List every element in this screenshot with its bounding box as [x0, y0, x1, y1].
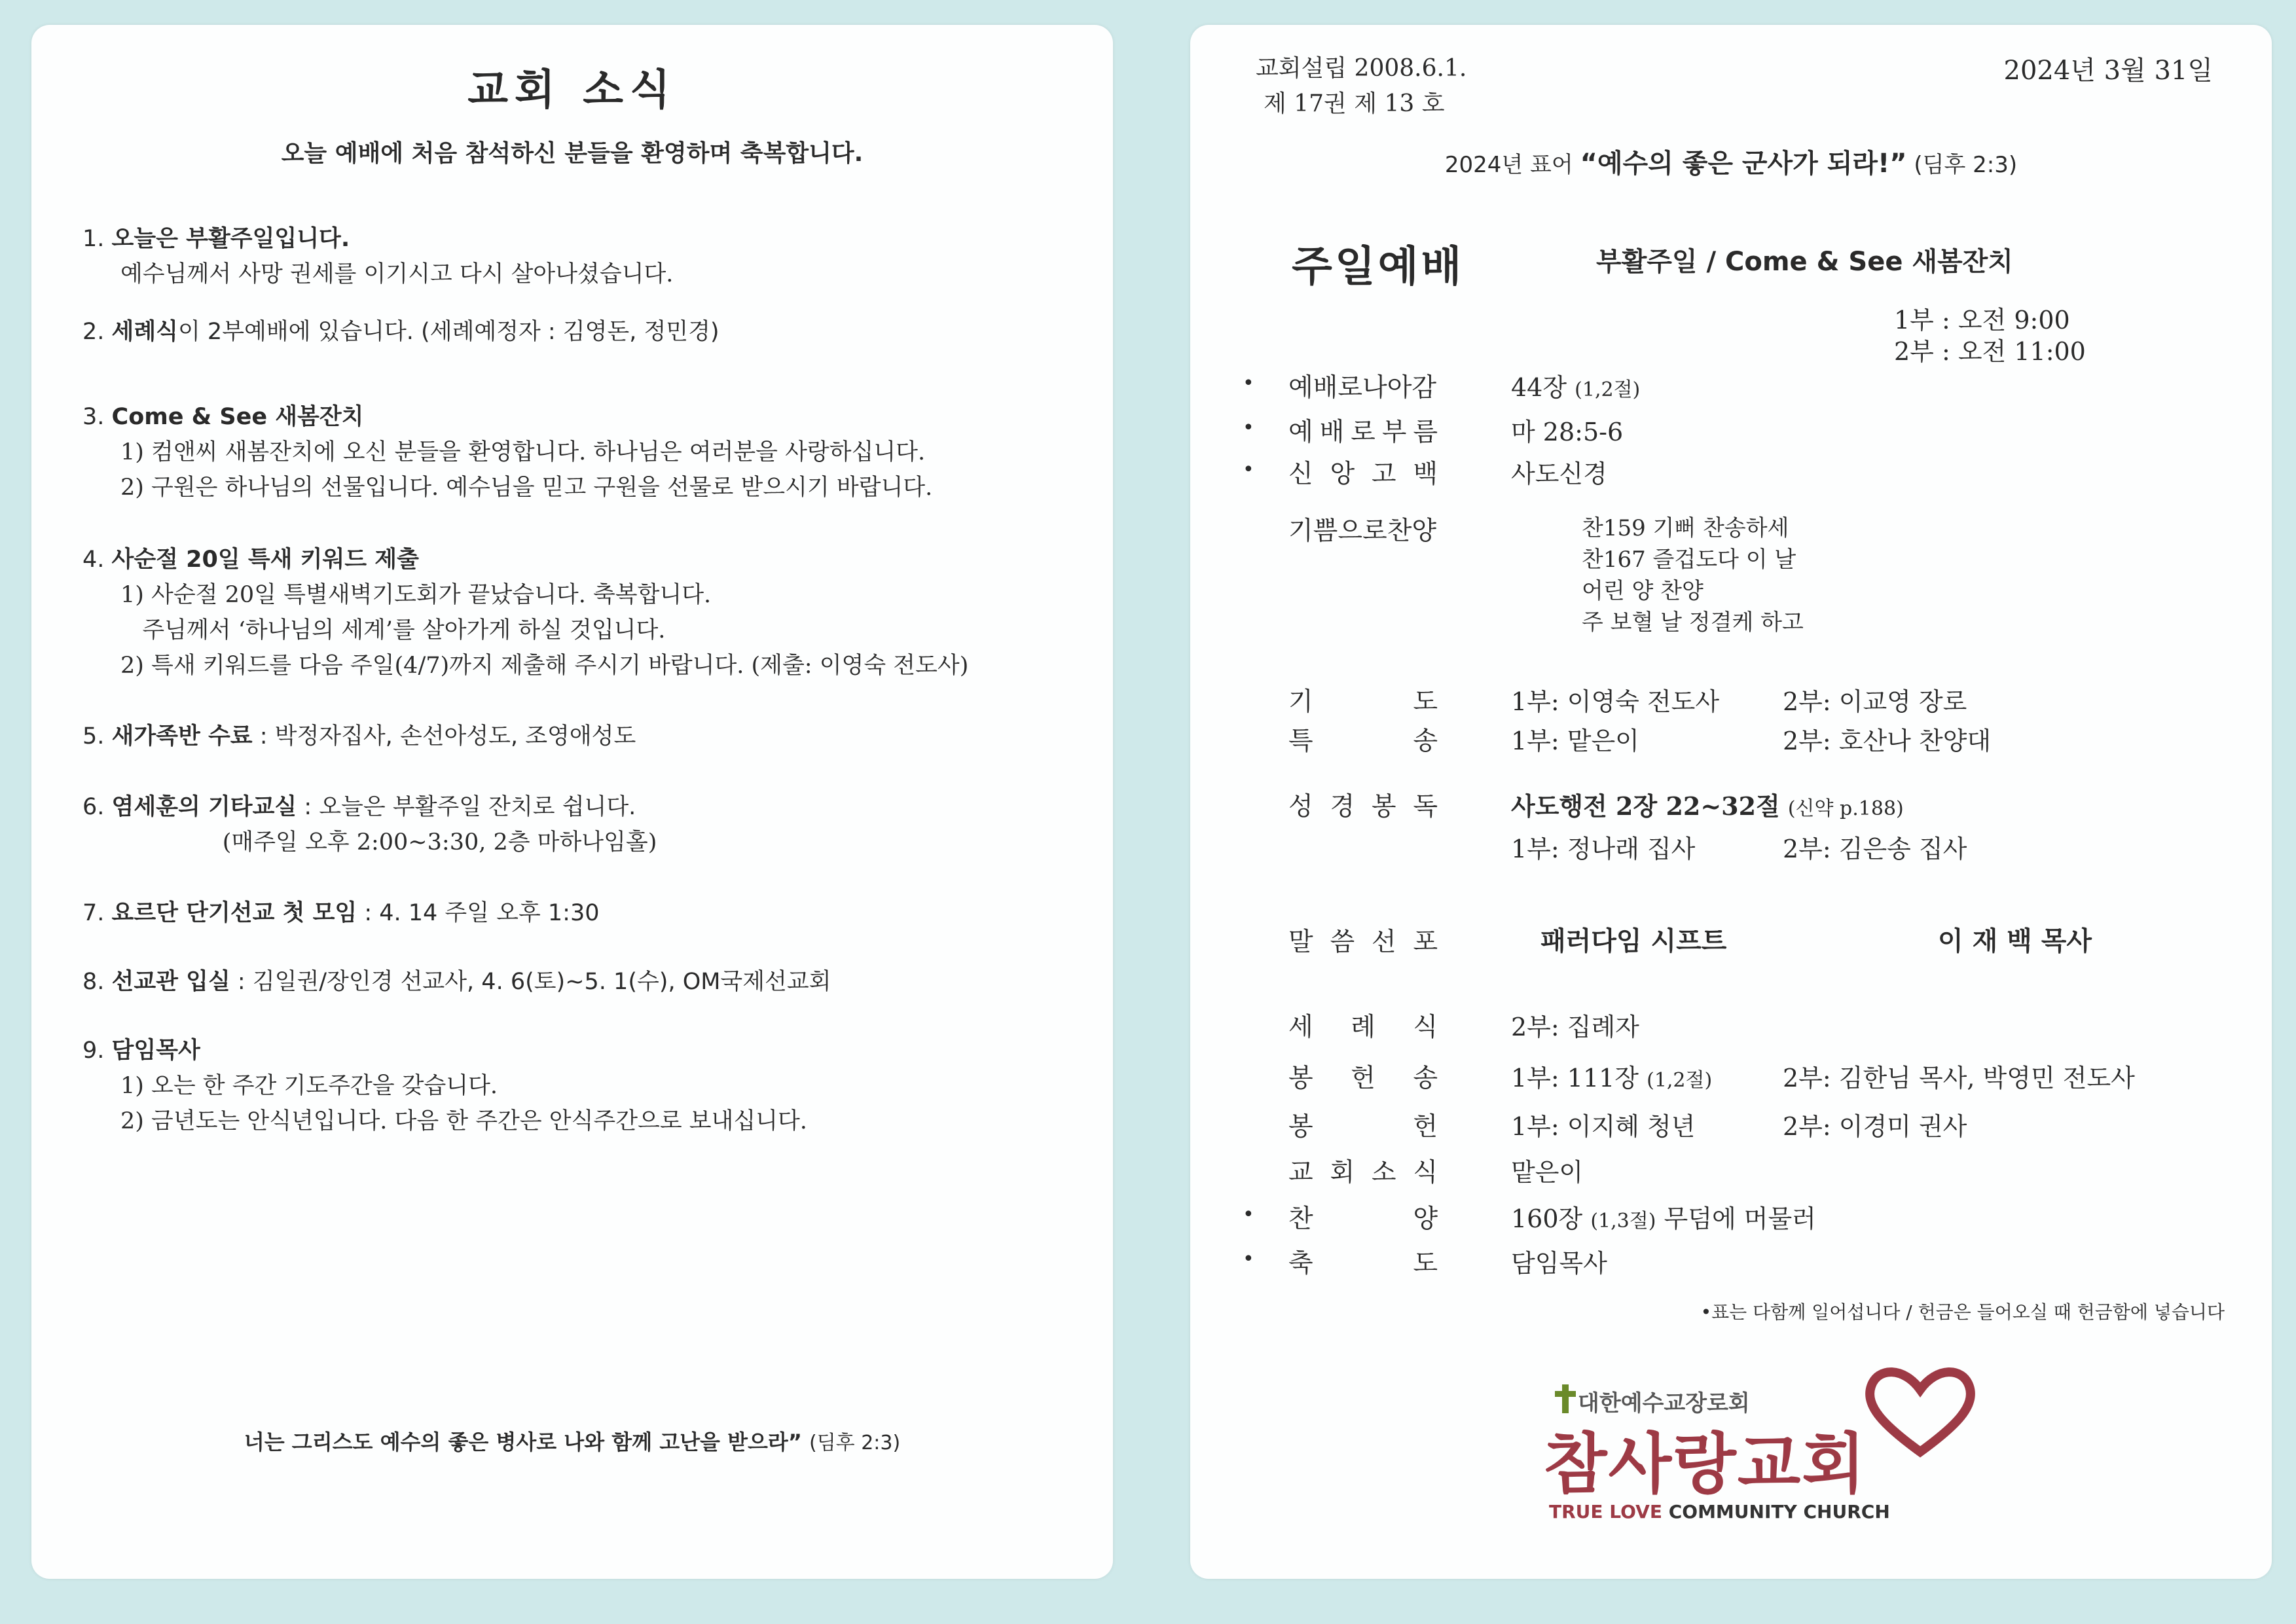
order-value-2: 2부: 이교영 장로 [1783, 687, 1967, 716]
standing-bullet: • [1243, 372, 1254, 395]
news-item-title: 세례식 [111, 319, 178, 345]
news-item-detail: : 4. 14 주일 오후 1:30 [357, 900, 600, 926]
order-name-text: 말 씀 선 포 [1288, 928, 1438, 957]
news-item-title: 요르단 단기선교 첫 모임 [111, 900, 357, 926]
order-value: 맡은이 [1511, 1158, 1584, 1187]
news-item-detail: : 오늘은 부활주일 잔치로 쉽니다. [297, 794, 636, 820]
year-motto [1190, 143, 2272, 180]
standing-bullet: • [1243, 458, 1254, 481]
order-name [1288, 1152, 1438, 1189]
order-value-2: 2부: 이경미 권사 [1783, 1112, 1967, 1141]
news-item [82, 895, 600, 931]
service-time-1: 1부 : 오전 9:00 [1894, 306, 2070, 334]
news-item-heading [82, 895, 600, 931]
welcome-message: 오늘 예배에 처음 참석하신 분들을 환영하며 축복합니다. [281, 140, 864, 167]
order-name-text: 신 앙 고 백 [1288, 460, 1438, 489]
church-en-part-2: COMMUNITY CHURCH [1662, 1501, 1890, 1523]
order-value [1511, 1199, 1816, 1235]
praise-song: 찬167 즐겁도다 이 날 [1582, 547, 1796, 573]
order-name [1288, 1243, 1438, 1280]
news-item-line: (매주일 오후 2:00~3:30, 2층 마하나임홀) [120, 829, 657, 856]
order-name [1288, 367, 1436, 404]
news-item-number: 4. [82, 547, 105, 573]
news-item-title: 새가족반 수료 [111, 723, 253, 749]
order-name [1288, 1199, 1438, 1235]
order-value: 사도신경 [1511, 460, 1607, 488]
order-value-2: 2부: 김한님 목사, 박영민 전도사 [1783, 1064, 2135, 1092]
news-item-line: 1) 컴앤씨 새봄잔치에 오신 분들을 환영합니다. 하나님은 여러분을 사랑하십니다. [120, 439, 926, 465]
news-item-detail: 이 2부예배에 있습니다. (세례예정자 : 김영돈, 정민경) [177, 319, 720, 345]
order-value: 2부: 집례자 [1511, 1013, 1639, 1041]
praise-song: 어린 양 찬양 [1582, 578, 1704, 604]
service-time-2: 2부 : 오전 11:00 [1894, 337, 2086, 366]
praise-song: 찬159 기뻐 찬송하세 [1582, 515, 1789, 541]
bulletin-cover-page [1190, 25, 2272, 1579]
bottom-verse [31, 1426, 1113, 1456]
news-item-number: 1. [82, 226, 105, 252]
news-item-line: 2) 금년도는 안식년입니다. 다음 한 주간은 안식주간으로 보내십니다. [120, 1108, 807, 1134]
verse-note: (1,2절) [1575, 378, 1641, 401]
sermon-title: 패러다임 시프트 [1540, 926, 1727, 956]
order-value-1: 1부: 맡은이 [1511, 727, 1639, 755]
news-item [82, 221, 673, 292]
order-name [1288, 1007, 1438, 1043]
news-item-title: 염세훈의 기타교실 [111, 794, 297, 820]
order-name-text: 봉 헌 [1288, 1112, 1438, 1142]
news-item [82, 719, 636, 754]
page-title: 교회 소식 [467, 66, 677, 115]
hymn-number: 44장 [1511, 373, 1567, 402]
verse-note: (1,3절) [1590, 1210, 1656, 1233]
motto-prefix: 2024년 표어 [1444, 152, 1573, 178]
news-item-number: 6. [82, 794, 105, 820]
news-item-heading [82, 314, 720, 350]
news-item [82, 399, 932, 505]
news-item-heading [82, 964, 831, 1000]
church-english-name [1549, 1501, 1890, 1523]
order-value-2: 2부: 김은송 집사 [1783, 835, 1967, 863]
news-item-number: 2. [82, 319, 105, 345]
bulletin-date: 2024년 3월 31일 [2003, 56, 2213, 86]
order-value: 담임목사 [1511, 1249, 1607, 1278]
preacher-name: 이 재 백 목사 [1938, 926, 2092, 956]
news-item-line: 1) 사순절 20일 특별새벽기도회가 끝났습니다. 축복합니다. [120, 582, 712, 608]
order-value-1: 1부: 이지혜 청년 [1511, 1112, 1696, 1141]
order-name-text: 기쁨으로찬양 [1288, 516, 1437, 546]
news-item-line: 예수님께서 사망 권세를 이기시고 다시 살아나셨습니다. [120, 261, 674, 287]
order-value [1511, 786, 1904, 822]
motto-text: “예수의 좋은 군사가 되라!” [1580, 149, 1907, 179]
order-value-2: 2부: 호산나 찬양대 [1783, 727, 1992, 755]
news-item-number: 7. [82, 900, 105, 926]
standing-bullet: • [1243, 416, 1254, 439]
news-item-title: 선교관 입실 [111, 969, 230, 995]
order-value-1 [1511, 1058, 1712, 1094]
order-name [1288, 511, 1436, 547]
news-item-number: 8. [82, 969, 105, 995]
news-item-detail: : 박정자집사, 손선아성도, 조영애성도 [252, 723, 636, 749]
news-item-number: 3. [82, 404, 105, 430]
standing-bullet: • [1243, 1248, 1254, 1271]
order-value-1: 1부: 정나래 집사 [1511, 835, 1696, 863]
order-name [1288, 721, 1438, 757]
order-value [1511, 367, 1640, 403]
order-name-text: 찬 양 [1288, 1204, 1438, 1234]
scripture-page: (신약 p.188) [1787, 797, 1904, 820]
motto-ref: (딤후 2:3) [1914, 152, 2018, 178]
order-name-text: 기 도 [1288, 687, 1438, 717]
news-item-title: 사순절 20일 특새 키워드 제출 [111, 547, 419, 573]
order-name-text: 특 송 [1288, 727, 1438, 756]
hymn-number: 160장 [1511, 1204, 1583, 1233]
news-item [82, 1033, 807, 1139]
news-item-line: 2) 구원은 하나님의 선물입니다. 예수님을 믿고 구원을 선물로 받으시기 바랍니다. [120, 475, 933, 501]
order-name [1288, 786, 1438, 823]
verse-ref: (딤후 2:3) [809, 1432, 901, 1454]
hymn-title: 무덤에 머물러 [1656, 1204, 1816, 1233]
news-item-heading [82, 1033, 807, 1068]
verse-note: (1,2절) [1647, 1069, 1713, 1092]
founded-date: 교회설립 2008.6.1. [1256, 55, 1467, 82]
order-name [1288, 454, 1438, 490]
news-item-number: 5. [82, 723, 105, 749]
order-name-text: 성 경 봉 독 [1288, 792, 1438, 821]
news-item-line: 주님께서 ‘하나님의 세계’를 살아가게 하실 것입니다. [120, 617, 666, 643]
church-name-logo: 참사랑교회 [1544, 1426, 1867, 1502]
news-item [82, 789, 657, 860]
hymn-number: 1부: 111장 [1511, 1064, 1639, 1092]
cross-icon [1554, 1383, 1577, 1415]
news-item-heading [82, 542, 968, 577]
volume-number: 제 17권 제 13 호 [1264, 90, 1445, 117]
praise-song-list [1582, 513, 1804, 638]
service-subtitle: 부활주일 / Come & See 새봄잔치 [1596, 247, 2013, 277]
news-item-title: 담임목사 [111, 1038, 200, 1064]
standing-bullet: • [1243, 1203, 1254, 1226]
service-title: 주일예배 [1292, 243, 1465, 291]
heart-logo-icon [1858, 1360, 1982, 1458]
church-news-page [31, 25, 1113, 1579]
praise-song: 주 보혈 날 정결케 하고 [1582, 609, 1804, 636]
news-item-heading [82, 399, 932, 435]
scripture-reference: 사도행전 2장 22~32절 [1511, 791, 1780, 821]
news-item [82, 314, 720, 350]
order-value-1: 1부: 이영숙 전도사 [1511, 687, 1720, 716]
order-name-text: 예배로나아감 [1288, 373, 1437, 403]
verse-text: 너는 그리스도 예수의 좋은 병사로 나와 함께 고난을 받으라” [244, 1430, 802, 1454]
order-name-text: 세 례 식 [1288, 1013, 1438, 1042]
news-item [82, 964, 831, 1000]
news-item-heading [82, 719, 636, 754]
order-name-text: 봉 헌 송 [1288, 1064, 1438, 1093]
order-name [1288, 681, 1438, 718]
news-item-line: 1) 오는 한 주간 기도주간을 갖습니다. [120, 1073, 498, 1099]
news-item-title: Come & See 새봄잔치 [111, 404, 364, 430]
order-name [1288, 412, 1438, 448]
order-name-text: 축 도 [1288, 1249, 1438, 1278]
news-item-heading [82, 789, 657, 825]
news-item-heading [82, 221, 673, 257]
news-item-line: 2) 특새 키워드를 다음 주일(4/7)까지 제출해 주시기 바랍니다. (제출: 이영숙 전도사) [120, 653, 969, 679]
order-name [1288, 1058, 1438, 1094]
order-name [1288, 1106, 1438, 1143]
order-value: 마 28:5-6 [1511, 418, 1624, 446]
order-name [1288, 922, 1438, 958]
order-name-text: 교 회 소 식 [1288, 1158, 1438, 1187]
church-en-part-1: TRUE LOVE [1549, 1501, 1662, 1523]
news-item-title: 오늘은 부활주일입니다. [111, 226, 350, 252]
news-item-detail: : 김일권/장인경 선교사, 4. 6(토)~5. 1(수), OM국제선교회 [230, 969, 831, 995]
news-item-number: 9. [82, 1038, 105, 1064]
news-item [82, 542, 968, 683]
footnote: •표는 다함께 일어섭니다 / 헌금은 들어오실 때 헌금함에 넣습니다 [1700, 1301, 2225, 1323]
order-name-text: 예 배 로 부 름 [1288, 418, 1438, 447]
denomination-name: 대한예수교장로회 [1578, 1390, 1750, 1416]
